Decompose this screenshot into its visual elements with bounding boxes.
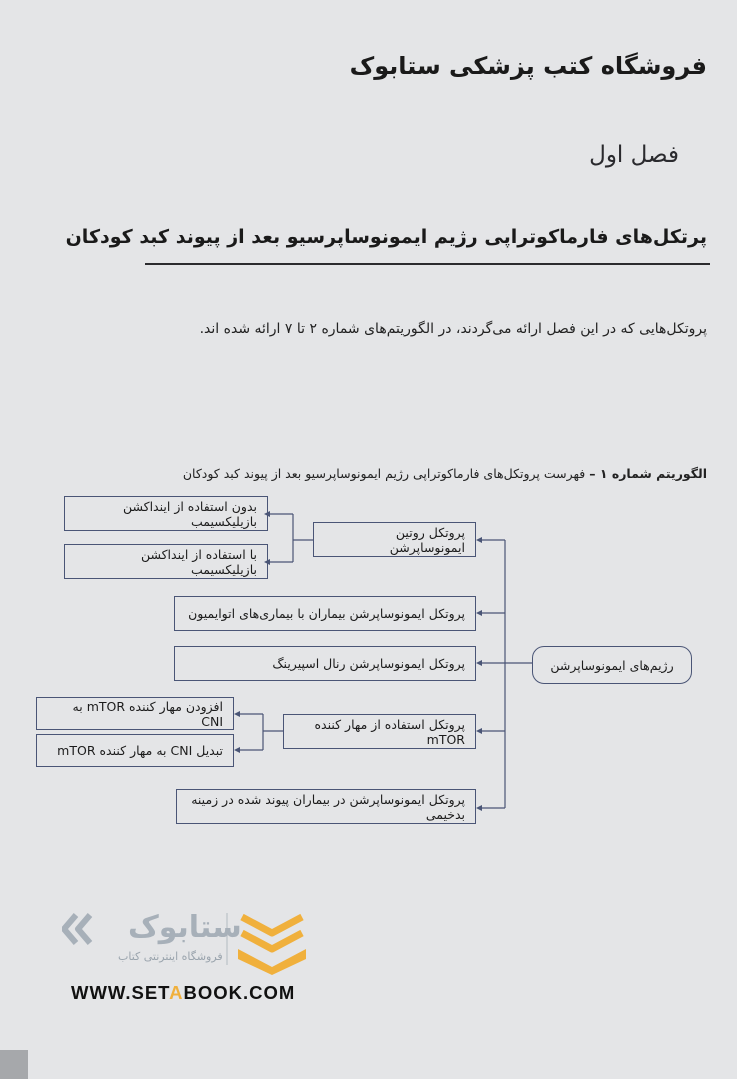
logo-tagline: فروشگاه اینترنتی کتاب [118, 950, 223, 963]
malignancy-protocol-node: پروتکل ایمونوساپرشن در بیماران پیوند شده در زمینه بدخیمی [176, 789, 476, 824]
url-prefix: WWW.SET [71, 982, 170, 1003]
routine-protocol-node: پروتکل روتین ایمونوساپرشن [313, 522, 476, 557]
section-divider [145, 263, 710, 265]
algorithm-caption-text: فهرست پروتکل‌های فارماکوتراپی رژیم ایمونوساپرسیو بعد از پیوند کبد کودکان [182, 466, 586, 481]
page-corner-tab [0, 1050, 28, 1079]
website-url[interactable] [71, 982, 295, 1004]
mtor-protocol-node: پروتکل استفاده از مهار کننده mTOR [283, 714, 476, 749]
section-title: پرتکل‌های فارماکوتراپی رژیم ایمونوساپرسیو بعد از پیوند کبد کودکان [65, 226, 707, 248]
add-mtor-node: افزودن مهار کننده mTOR به CNI [36, 697, 234, 730]
logo-brand-text: ستابوک [128, 910, 242, 945]
algorithm-caption [183, 466, 707, 481]
renal-sparing-protocol-node: پروتکل ایمونوساپرشن رنال اسپیرینگ [174, 646, 476, 681]
url-suffix: BOOK.COM [183, 982, 296, 1003]
autoimmune-protocol-node: پروتکل ایمونوساپرشن بیماران با بیماری‌های اتوایمیون [174, 596, 476, 631]
algorithm-caption-label: الگوریتم شماره ۱ – [589, 466, 707, 481]
intro-paragraph: پروتکل‌هایی که در این فصل ارائه می‌گردند، در الگوریتم‌های شماره ۲ تا ۷ ارائه شده اند. [199, 321, 707, 337]
chapter-title: فصل اول [589, 142, 679, 168]
without-basiliximab-node: بدون استفاده از اینداکشن بازیلیکسیمب [64, 496, 268, 531]
root-node: رژیم‌های ایمونوساپرشن [532, 646, 692, 684]
store-title: فروشگاه کتب پزشکی ستابوک [349, 52, 707, 80]
with-basiliximab-node: با استفاده از اینداکشن بازیلیکسیمب [64, 544, 268, 579]
replace-cni-node: تبدیل CNI به مهار کننده mTOR [36, 734, 234, 767]
url-accent: A [169, 982, 184, 1003]
